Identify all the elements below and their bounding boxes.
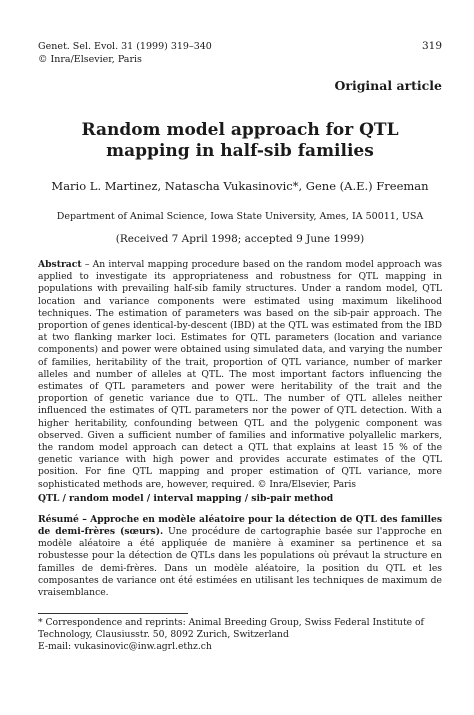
journal-citation: Genet. Sel. Evol. 31 (1999) 319–340: [38, 41, 212, 52]
paper-title: [38, 120, 442, 162]
title-line-1: Random model approach for QTL: [81, 120, 399, 140]
resume-heading: Résumé – Approche en modèle aléatoire pour la détection de QTL des familles de demi-frères (sœurs).: [38, 513, 442, 538]
keywords: QTL / random model / interval mapping / sib-pair method: [38, 492, 334, 504]
authors: Mario L. Martinez, Natascha Vukasinovic*, Gene (A.E.) Freeman: [51, 179, 429, 193]
abstract-copyright: © Inra/Elsevier, Paris: [254, 479, 356, 490]
resume: [38, 514, 442, 599]
article-type: Original article: [334, 78, 442, 93]
publisher-line: © Inra/Elsevier, Paris: [38, 54, 142, 65]
abstract-text: – An interval mapping procedure based on the random model approach was applied to investigate its appropriateness and robustness for QTL mapping in populations with prevailing half-sib family structures. Under a random model, QTL location and variance components were estimated using maximum likelihood techniques. The estimation of parameters was based on the sib-pair approach. The proportion of genes identical-by-descent (IBD) at the QTL was estimated from the IBD at two flanking marker loci. Estimates for QTL parameters (location and variance components) and power were obtained using simulated data, and varying the number of families, heritability of the trait, proportion of QTL variance, number of marker alleles and number of alleles at QTL. The most important factors influencing the estimates of QTL parameters and power were heritability of the trait and the proportion of genetic variance due to QTL. The number of QTL alleles neither influenced the estimates of QTL parameters nor the power of QTL detection. With a higher heritability, confounding between QTL and the polygenic component was observed. Given a sufficient number of families and informative polyallelic markers, the random model approach can detect a QTL that explains at least 15 % of the genetic variance with high power and provides accurate estimates of the QTL position. For fine QTL mapping and proper estimation of QTL variance, more sophisticated methods are, however, required.: [38, 259, 442, 490]
abstract: [38, 259, 442, 491]
footnote-rule: [38, 613, 188, 614]
email-address: E-mail: vukasinovic@inw.agrl.ethz.ch: [38, 640, 212, 652]
resume-text: Une procédure de cartographie basée sur l'approche en modèle aléatoire a été appliquée de manière à examiner sa pertinence et sa robustesse pour la détection de QTLs dans les populations où prévaut la structure en familles de demi-frères. Dans un modèle aléatoire, la position du QTL et les composantes de variance ont été estimées en utilisant les techniques de maximum de vraisemblance.: [38, 526, 442, 599]
affiliation: Department of Animal Science, Iowa State University, Ames, IA 50011, USA: [56, 211, 424, 222]
title-line-2: mapping in half-sib families: [106, 141, 374, 161]
abstract-heading: Abstract: [38, 259, 82, 270]
received-dates: (Received 7 April 1998; accepted 9 June 1999): [115, 233, 365, 245]
page-number: 319: [421, 40, 442, 52]
running-header: [38, 40, 442, 66]
paper-page: [38, 40, 442, 653]
footnote: [38, 617, 442, 652]
correspondence-note: * Correspondence and reprints: Animal Breeding Group, Swiss Federal Institute of Technology, Clausiusstr. 50, 8092 Zurich, Switzerland: [38, 617, 424, 641]
